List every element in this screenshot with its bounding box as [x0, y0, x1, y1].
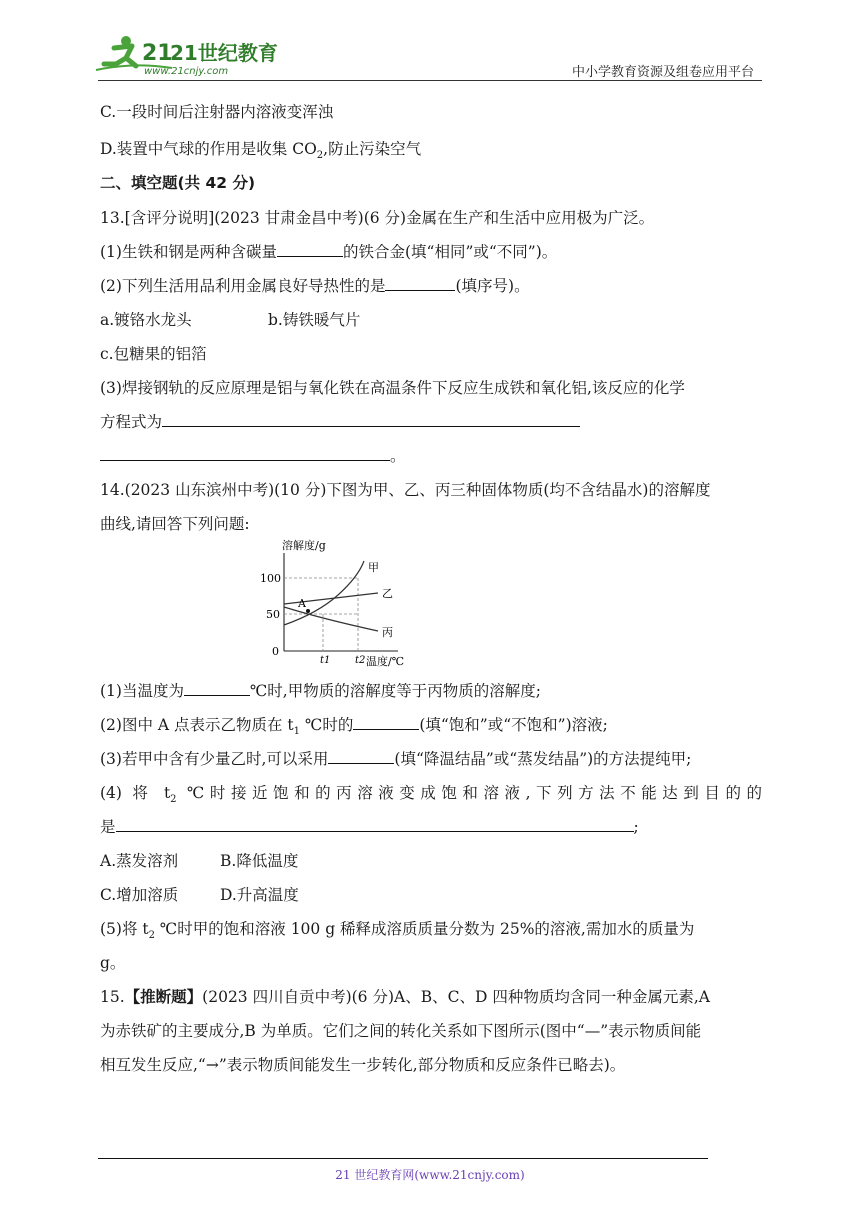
q14-part-4: (4) 将 $t_2$ ℃时接近饱和的丙溶液变成饱和溶液,下列方法不能达到目的的 — [100, 784, 762, 806]
answer-blank — [277, 242, 343, 257]
question-15-cont1: 为赤铁矿的主要成分,B 为单质。它们之间的转化关系如下图所示(图中“—”表示物质间能 — [100, 1022, 702, 1040]
question-15-cont2: 相互发生反应,“→”表示物质间能发生一步转化,部分物质和反应条件已略去)。 — [100, 1056, 626, 1074]
q14-part-5: (5)将 $t_2$ ℃时甲的饱和溶液 100 g 稀释成溶质质量分数为 25%的溶液,需加水的质量为 — [100, 920, 695, 942]
guide-lines — [284, 578, 358, 651]
point-a-label: A — [298, 597, 306, 610]
series-jia-curve — [284, 561, 364, 625]
q13-option-b: b.铸铁暖气片 — [268, 311, 361, 329]
runner-logo-icon — [92, 34, 278, 77]
header-divider — [98, 80, 762, 81]
solubility-chart — [248, 533, 418, 673]
y-tick-100: 100 — [260, 572, 281, 585]
q14-part-4-cont: 是 ; — [100, 818, 639, 836]
answer-blank — [100, 446, 390, 461]
x-tick-t1: t1 — [320, 655, 331, 666]
y-axis-label: 溶解度/g — [282, 539, 326, 552]
x-axis-label: 温度/℃ — [366, 655, 405, 668]
platform-name: 中小学教育资源及组卷应用平台 — [571, 65, 754, 80]
y-tick-50: 50 — [266, 608, 280, 621]
series-label-yi: 乙 — [382, 587, 393, 600]
svg-text:www.21cnjy.com: www.21cnjy.com — [144, 66, 229, 77]
question-13: 13.[含评分说明](2023 甘肃金昌中考)(6 分)金属在生产和生活中应用极为广泛。 — [100, 209, 655, 227]
question-14-cont: 曲线,请回答下列问题: — [100, 515, 250, 533]
solubility-chart-svg — [248, 533, 418, 673]
y-tick-0: 0 — [272, 645, 279, 658]
question-15: 15.【推断题】(2023 四川自贡中考)(6 分)A、B、C、D 四种物质均含同一种金属元素,A — [100, 987, 710, 1006]
answer-blank — [162, 412, 580, 427]
q13-part-2: (2)下列生活用品利用金属良好导热性的是 (填序号)。 — [100, 277, 530, 295]
option-c: C.一段时间后注射器内溶液变浑浊 — [100, 103, 334, 121]
q13-part-1: (1)生铁和钢是两种含碳量 的铁合金(填“相同”或“不同”)。 — [100, 243, 558, 261]
footer-divider — [98, 1158, 708, 1159]
q14-part-2: (2)图中 A 点表示乙物质在 $t_1$ ℃时的 (填“饱和”或“不饱和”)溶液; — [100, 716, 608, 738]
q14-option-b: B.降低温度 — [220, 852, 299, 870]
x-tick-t2: t2 — [355, 655, 366, 666]
answer-blank — [385, 276, 455, 291]
series-label-bing: 丙 — [382, 626, 393, 639]
option-d: D.装置中气球的作用是收集 $CO_2$,防止污染空气 — [100, 140, 422, 162]
q13-part-3-line2: 。 — [100, 445, 406, 467]
answer-blank — [116, 817, 634, 832]
point-a-marker — [306, 609, 310, 613]
series-label-jia: 甲 — [368, 561, 379, 574]
q14-option-d: D.升高温度 — [220, 886, 299, 904]
page-footer: 21 世纪教育网(www.21cnjy.com) — [335, 1168, 525, 1182]
answer-blank — [353, 715, 419, 730]
q14-part-3: (3)若甲中含有少量乙时,可以采用 (填“降温结晶”或“蒸发结晶”)的方法提纯甲; — [100, 750, 692, 768]
q13-option-a: a.镀铬水龙头 — [100, 311, 192, 329]
site-logo — [92, 34, 278, 77]
q13-option-c: c.包糖果的铝箔 — [100, 345, 207, 363]
page-header — [92, 28, 762, 82]
answer-blank — [184, 681, 250, 696]
answer-blank — [328, 749, 394, 764]
q14-part-1: (1)当温度为 ℃时,甲物质的溶解度等于丙物质的溶解度; — [100, 682, 541, 700]
q14-option-a: A.蒸发溶剂 — [100, 852, 179, 870]
q13-part-3-cont: 方程式为 — [100, 411, 580, 433]
q14-option-c: C.增加溶质 — [100, 886, 179, 904]
svg-text:21: 21 — [142, 41, 173, 66]
question-14: 14.(2023 山东滨州中考)(10 分)下图为甲、乙、丙三种固体物质(均不含结晶水)的溶解度 — [100, 481, 711, 499]
q13-part-3: (3)焊接钢轨的反应原理是铝与氧化铁在高温条件下反应生成铁和氧化铝,该反应的化学 — [100, 379, 685, 397]
section-heading: 二、填空题(共 42 分) — [100, 174, 256, 192]
svg-text:21世纪教育: 21世纪教育 — [170, 41, 278, 65]
q14-part-5-cont: g。 — [100, 954, 126, 972]
